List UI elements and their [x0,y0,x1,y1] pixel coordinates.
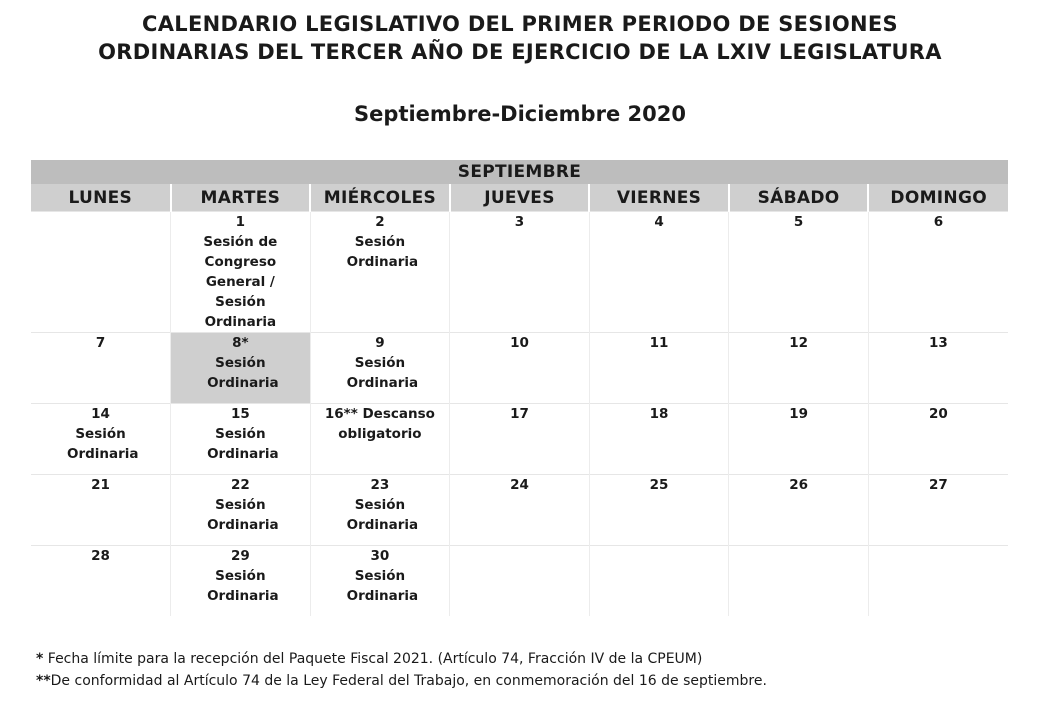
day-number: 5 [793,214,804,230]
day-number: 25 [649,477,669,493]
day-cell [589,333,729,404]
day-event: Sesión Ordinaria [346,497,419,533]
day-number: 19 [789,406,808,422]
day-number: 15 [230,406,250,422]
weekday-header: MIÉRCOLES [310,184,450,212]
day-cell [450,404,590,475]
title-line-2: ORDINARIAS DEL TERCER AÑO DE EJERCICIO DE LA LXIV LEGISLATURA [98,40,942,64]
day-cell [310,546,450,617]
day-cell [171,212,311,333]
day-number: 2 [375,214,385,230]
day-number: 26 [789,477,808,493]
weekday-header: LUNES [31,184,171,212]
day-cell [868,475,1008,546]
day-cell [729,404,869,475]
day-event: Sesión Ordinaria [67,426,139,462]
day-number: 3 [514,214,525,230]
day-cell-highlighted [171,333,311,404]
day-event: obligatorio [338,426,422,442]
day-cell [729,475,869,546]
day-number: 21 [91,477,110,493]
day-number: 29 [230,548,250,564]
day-number: 27 [929,477,948,493]
day-number: 17 [510,406,529,422]
day-event: Sesión de Congreso General / Sesión Ordinaria [203,234,278,330]
day-cell [450,475,590,546]
day-number: 6 [933,214,944,230]
month-header: SEPTIEMBRE [31,160,1008,184]
day-cell [310,212,450,333]
day-number: 4 [654,214,664,230]
day-cell [171,546,311,617]
day-number: 18 [649,406,669,422]
footnote [36,670,1016,692]
day-cell [31,475,171,546]
day-number: 8* [232,335,249,351]
day-cell [450,546,590,617]
day-cell [450,212,590,333]
week-row [31,475,1008,546]
day-cell [450,333,590,404]
weekday-header: MARTES [171,184,311,212]
footnote [36,648,1016,670]
day-number: 16** Descanso [324,406,435,422]
day-number: 10 [510,335,529,351]
day-cell [31,546,171,617]
day-cell [171,475,311,546]
week-row [31,546,1008,617]
footnote-text: De conformidad al Artículo 74 de la Ley Federal del Trabajo, en conmemoración del 16 de septiembre. [50,673,767,689]
day-number: 22 [230,477,250,493]
day-event: Sesión Ordinaria [346,355,419,391]
weekday-header: SÁBADO [729,184,869,212]
day-number: 11 [649,335,669,351]
day-number: 13 [929,335,948,351]
footnotes [36,648,1016,692]
day-cell [31,212,171,333]
day-cell [868,404,1008,475]
day-event: Sesión Ordinaria [207,568,279,604]
document-subtitle: Septiembre-Diciembre 2020 [354,102,686,126]
day-cell [589,475,729,546]
day-number: 7 [95,335,106,351]
day-cell [31,333,171,404]
day-cell [31,404,171,475]
calendar-table [31,160,1008,616]
day-cell [310,475,450,546]
day-number: 20 [929,406,948,422]
week-row [31,333,1008,404]
day-cell [310,404,450,475]
day-cell [310,333,450,404]
day-event: Sesión Ordinaria [207,426,279,462]
day-number: 14 [91,406,110,422]
day-event: Sesión Ordinaria [207,497,279,533]
day-cell [589,404,729,475]
week-row [31,404,1008,475]
week-row [31,212,1008,333]
day-number: 9 [375,335,385,351]
title-line-1: CALENDARIO LEGISLATIVO DEL PRIMER PERIODO DE SESIONES [142,12,898,36]
weekday-header: VIERNES [589,184,729,212]
day-number: 12 [789,335,808,351]
day-cell [171,404,311,475]
day-cell [729,546,869,617]
day-number: 30 [370,548,390,564]
day-cell [729,212,869,333]
day-cell [589,546,729,617]
day-event: Sesión Ordinaria [346,568,419,604]
footnote-text: Fecha límite para la recepción del Paquete Fiscal 2021. (Artículo 74, Fracción IV de la CPEUM) [43,651,703,667]
day-event: Sesión Ordinaria [346,234,419,270]
day-number: 1 [235,214,246,230]
weekday-header-row [31,184,1008,212]
weekday-header: DOMINGO [868,184,1008,212]
weekday-header: JUEVES [450,184,590,212]
day-number: 23 [370,477,390,493]
day-number: 24 [510,477,529,493]
day-cell [868,333,1008,404]
day-event: Sesión Ordinaria [207,355,279,391]
day-cell [868,546,1008,617]
document-title [0,10,1040,66]
day-number: 28 [91,548,110,564]
day-cell [868,212,1008,333]
footnote-mark: * [36,651,44,667]
footnote-mark: ** [36,673,51,689]
day-cell [729,333,869,404]
day-cell [589,212,729,333]
